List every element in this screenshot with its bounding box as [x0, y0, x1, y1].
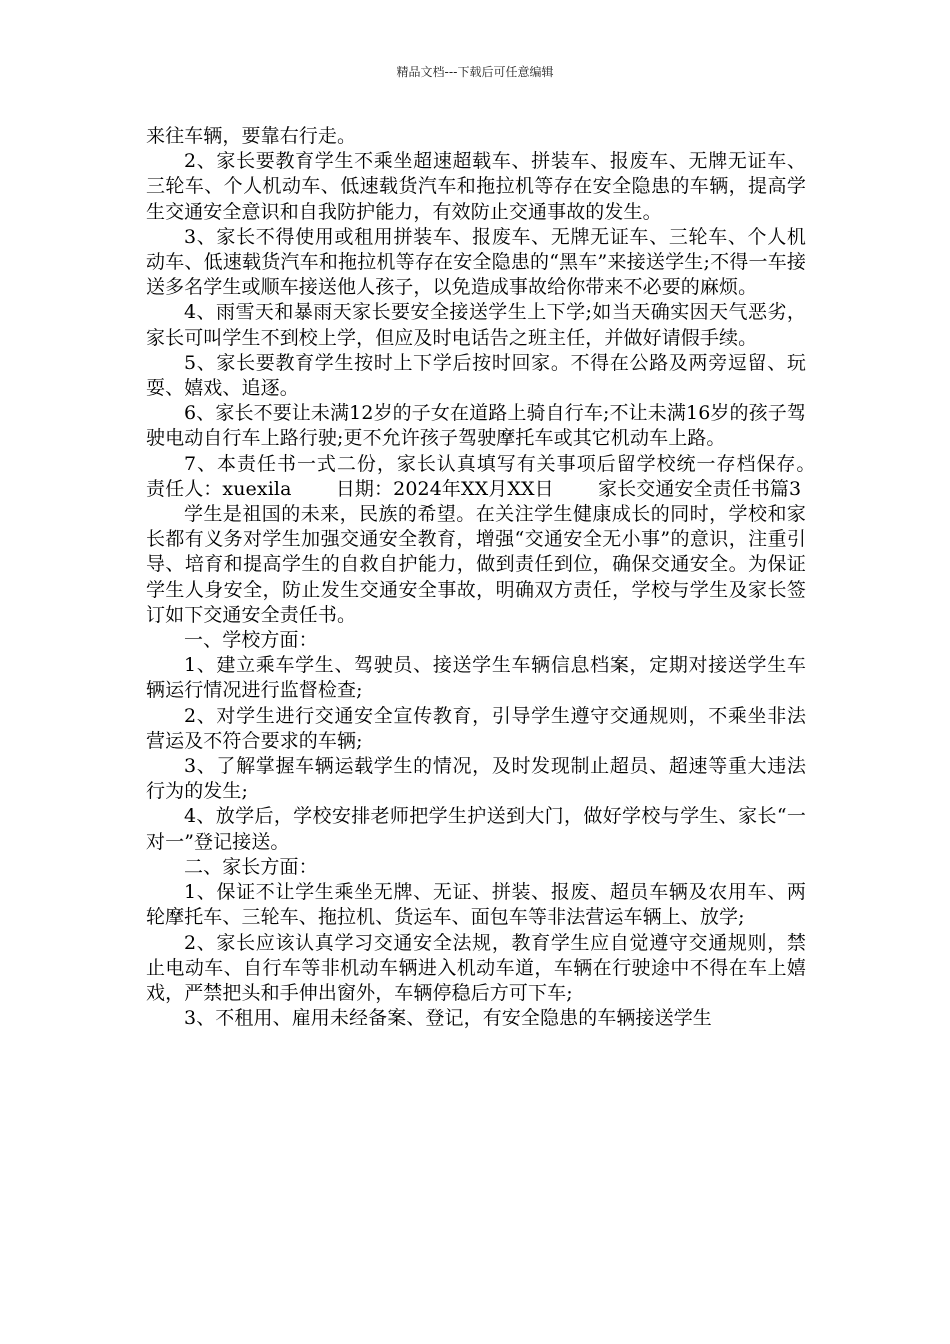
paragraph: 3、了解掌握车辆运载学生的情况，及时发现制止超员、超速等重大违法行为的发生; — [146, 755, 806, 803]
paragraph: 3、家长不得使用或租用拼装车、报废车、无牌无证车、三轮车、个人机动车、低速载货汽车和拖拉机等存在安全隐患的“黑车”来接送学生;不得一车接送多名学生或顺车接送他人孩子，以免造成事故给你带来不必要的麻烦。 — [146, 225, 806, 299]
page-header: 精品文档---下载后可任意编辑 — [396, 65, 554, 79]
document-body — [146, 124, 851, 1031]
paragraph: 6、家长不要让未满12岁的子女在道路上骑自行车;不让未满16岁的孩子驾驶电动自行车上路行驶;更不允许孩子驾驶摩托车或其它机动车上路。 — [146, 402, 806, 450]
paragraph: 二、家长方面： — [184, 855, 318, 878]
paragraph: 1、保证不让学生乘坐无牌、无证、拼装、报废、超员车辆及农用车、两轮摩托车、三轮车、拖拉机、货运车、面包车等非法营运车辆上、放学; — [146, 881, 806, 929]
paragraph: 5、家长要教育学生按时上下学后按时回家。不得在公路及两旁逗留、玩耍、嬉戏、追逐。 — [146, 351, 806, 400]
paragraph: 来往车辆，要靠右行走。 — [146, 125, 357, 147]
paragraph: 7、本责任书一式二份，家长认真填写有关事项后留学校统一存档保存。 责任人：xuexila 日期：2024年XX月XX日 家长交通安全责任书篇3 — [146, 452, 851, 500]
paragraph: 2、家长要教育学生不乘坐超速超载车、拼装车、报废车、无牌无证车、三轮车、个人机动车、低速载货汽车和拖拉机等存在安全隐患的车辆，提高学生交通安全意识和自我防护能力，有效防止交通事故的发生。 — [146, 150, 806, 223]
paragraph: 3、不租用、雇用未经备案、登记，有安全隐患的车辆接送学生 — [184, 1007, 712, 1030]
paragraph: 4、放学后，学校安排老师把学生护送到大门，做好学校与学生、家长“一对一”登记接送。 — [146, 805, 806, 853]
paragraph: 2、家长应该认真学习交通安全法规，教育学生应自觉遵守交通规则，禁止电动车、自行车等非机动车辆进入机动车道，车辆在行驶途中不得在车上嬉戏，严禁把头和手伸出窗外，车辆停稳后方可下车; — [146, 931, 806, 1004]
paragraph: 4、雨雪天和暴雨天家长要安全接送学生上下学;如当天确实因天气恶劣，家长可叫学生不到校上学，但应及时电话告之班主任，并做好请假手续。 — [146, 301, 806, 349]
paragraph: 学生是祖国的未来，民族的希望。在关注学生健康成长的同时，学校和家长都有义务对学生加强交通安全教育，增强“交通安全无小事”的意识，注重引导、培育和提高学生的自救自护能力，做到责任到位，确保交通安全。为保证学生人身安全，防止发生交通安全事故，明确双方责任，学校与学生及家长签订如下交通安全责任书。 — [146, 503, 806, 626]
paragraph: 1、建立乘车学生、驾驶员、接送学生车辆信息档案，定期对接送学生车辆运行情况进行监督检查; — [146, 654, 806, 702]
paragraph: 2、对学生进行交通安全宣传教育，引导学生遵守交通规则，不乘坐非法营运及不符合要求的车辆; — [146, 704, 806, 752]
paragraph: 一、学校方面： — [184, 629, 318, 652]
